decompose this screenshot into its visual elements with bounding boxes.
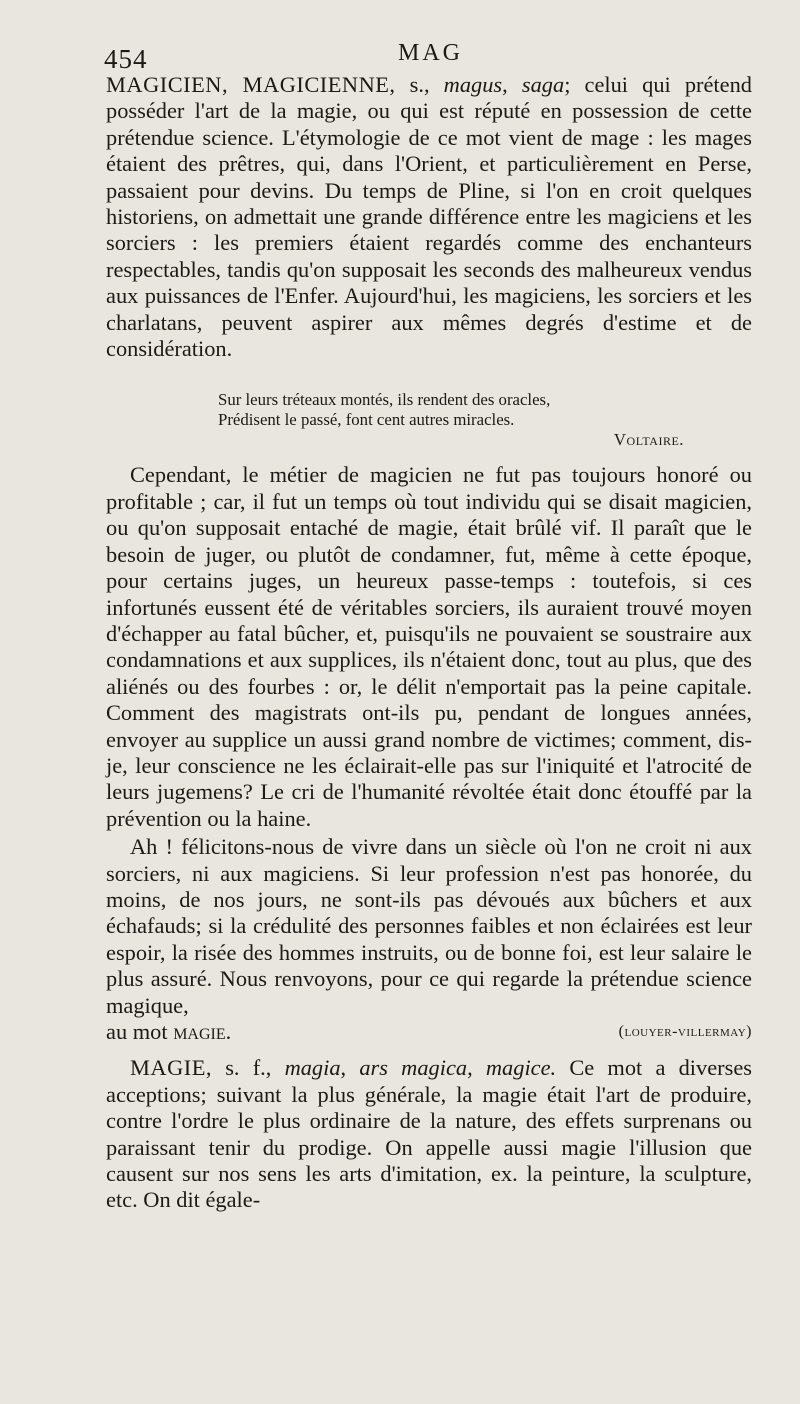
latin-magice: magice. [485,1055,557,1081]
grammar-magicien: s., [409,72,430,97]
verse-quote [106,390,752,450]
latin-magus: magus [443,72,503,97]
page-header [104,40,752,74]
verse-line-2: Prédisent le passé, font cent autres miracles. [218,410,515,430]
cross-reference [106,1019,231,1045]
page-number: 454 [104,44,148,74]
entry-magicien [106,72,752,362]
grammar-magie: s. f., [225,1055,272,1081]
latin-ars-magica: ars magica [359,1055,468,1081]
running-head: MAG [398,40,464,66]
entry-magie: MAGIE, s. f., magia, ars magica, magice. Ce mot a diverses acceptions; suivant la plus générale, la magie était l'art de produire, contre l'ordre le plus ordinaire de la nature, des effets surprenans ou paraissant tenir du prodige. On appelle aussi magie l'illusion que causent sur nos sens les arts d'imitation, ex. la peinture, la sculpture, etc. On dit égale- [106,1055,752,1213]
paragraph-cependant: Cependant, le métier de magicien ne fut pas toujours honoré ou profitable ; car, il fut un temps où tout individu qui se disait magicien, ou qu'on supposait entaché de magie, était brûlé vif. Il paraît que le besoin de juger, ou plutôt de condamner, fut, même à cette époque, pour certains juges, un heureux passe-temps : toutefois, si ces infortunés eussent été de véritables sorciers, ils auraient trouvé moyen d'échapper au fatal bûcher, et, puisqu'ils ne pouvaient se soustraire aux condamnations et aux supplices, ils n'étaient donc, tout au plus, que des aliénés ou des fourbes : or, le délit n'emportait pas la peine capitale. Comment des magistrats ont-ils pu, pendant de longues années, envoyer au supplice un aussi grand nombre de victimes; comment, dis-je, leur conscience ne les éclairait-elle pas sur l'iniquité et l'atrocité de leurs jugemens? Le cri de l'humanité révoltée était donc étouffé par la prévention ou la haine. [106,462,752,831]
latin-saga: saga [521,72,565,97]
latin-magia: magia [284,1055,341,1081]
cross-reference-prefix: au mot [106,1019,168,1044]
author-attribution: (louyer-villermay) [618,1023,752,1040]
headword-magie: MAGIE, [130,1055,212,1081]
verse-author: Voltaire. [613,430,684,450]
headword-magicien: MAGICIEN, MAGICIENNE, [106,72,396,97]
cross-reference-word: magie. [173,1019,232,1044]
latin-separator: , [502,72,508,97]
paragraph-ah: Ah ! félicitons-nous de vivre dans un siècle où l'on ne croit ni aux sorciers, ni aux magiciens. Si leur profession n'est pas honorée, du moins, de nos jours, ne sont-ils pas dévoués aux bûchers et aux échafauds; si la crédulité des personnes faibles et non éclairées est leur espoir, la risée des hommes instruits, ou de bonne foi, est leur salaire le plus assuré. Nous renvoyons, pour ce qui regarde la prétendue science magique, [106,834,752,1018]
entry-magie-text: Ce mot a diverses acceptions; suivant la plus générale, la magie était l'art de produire, contre l'ordre le plus ordinaire de la nature, des effets surprenans ou paraissant tenir du prodige. On appelle aussi magie l'illusion que causent sur nos sens les arts d'imitation, ex. la peinture, la sculpture, etc. On dit égale- [106,1055,752,1213]
verse-line-1: Sur leurs tréteaux montés, ils rendent des oracles, [218,390,551,410]
entry-magicien-text: ; celui qui prétend posséder l'art de la magie, ou qui est réputé en possession de cette prétendue science. L'étymologie de ce mot vient de mage : les mages étaient des prêtres, qui, dans l'Orient, et particulièrement en Perse, passaient pour devins. Du temps de Pline, si l'on en croit quelques historiens, on admettait une grande différence entre les magiciens et les sorciers : les premiers étaient regardés comme des enchanteurs respectables, tandis qu'on supposait les seconds des malheureux vendus aux puissances de l'Enfer. Aujourd'hui, les magiciens, les sorciers et les charlatans, peuvent aspirer aux mêmes degrés d'estime et de considération. [106,72,752,362]
cross-reference-line [106,1019,752,1045]
